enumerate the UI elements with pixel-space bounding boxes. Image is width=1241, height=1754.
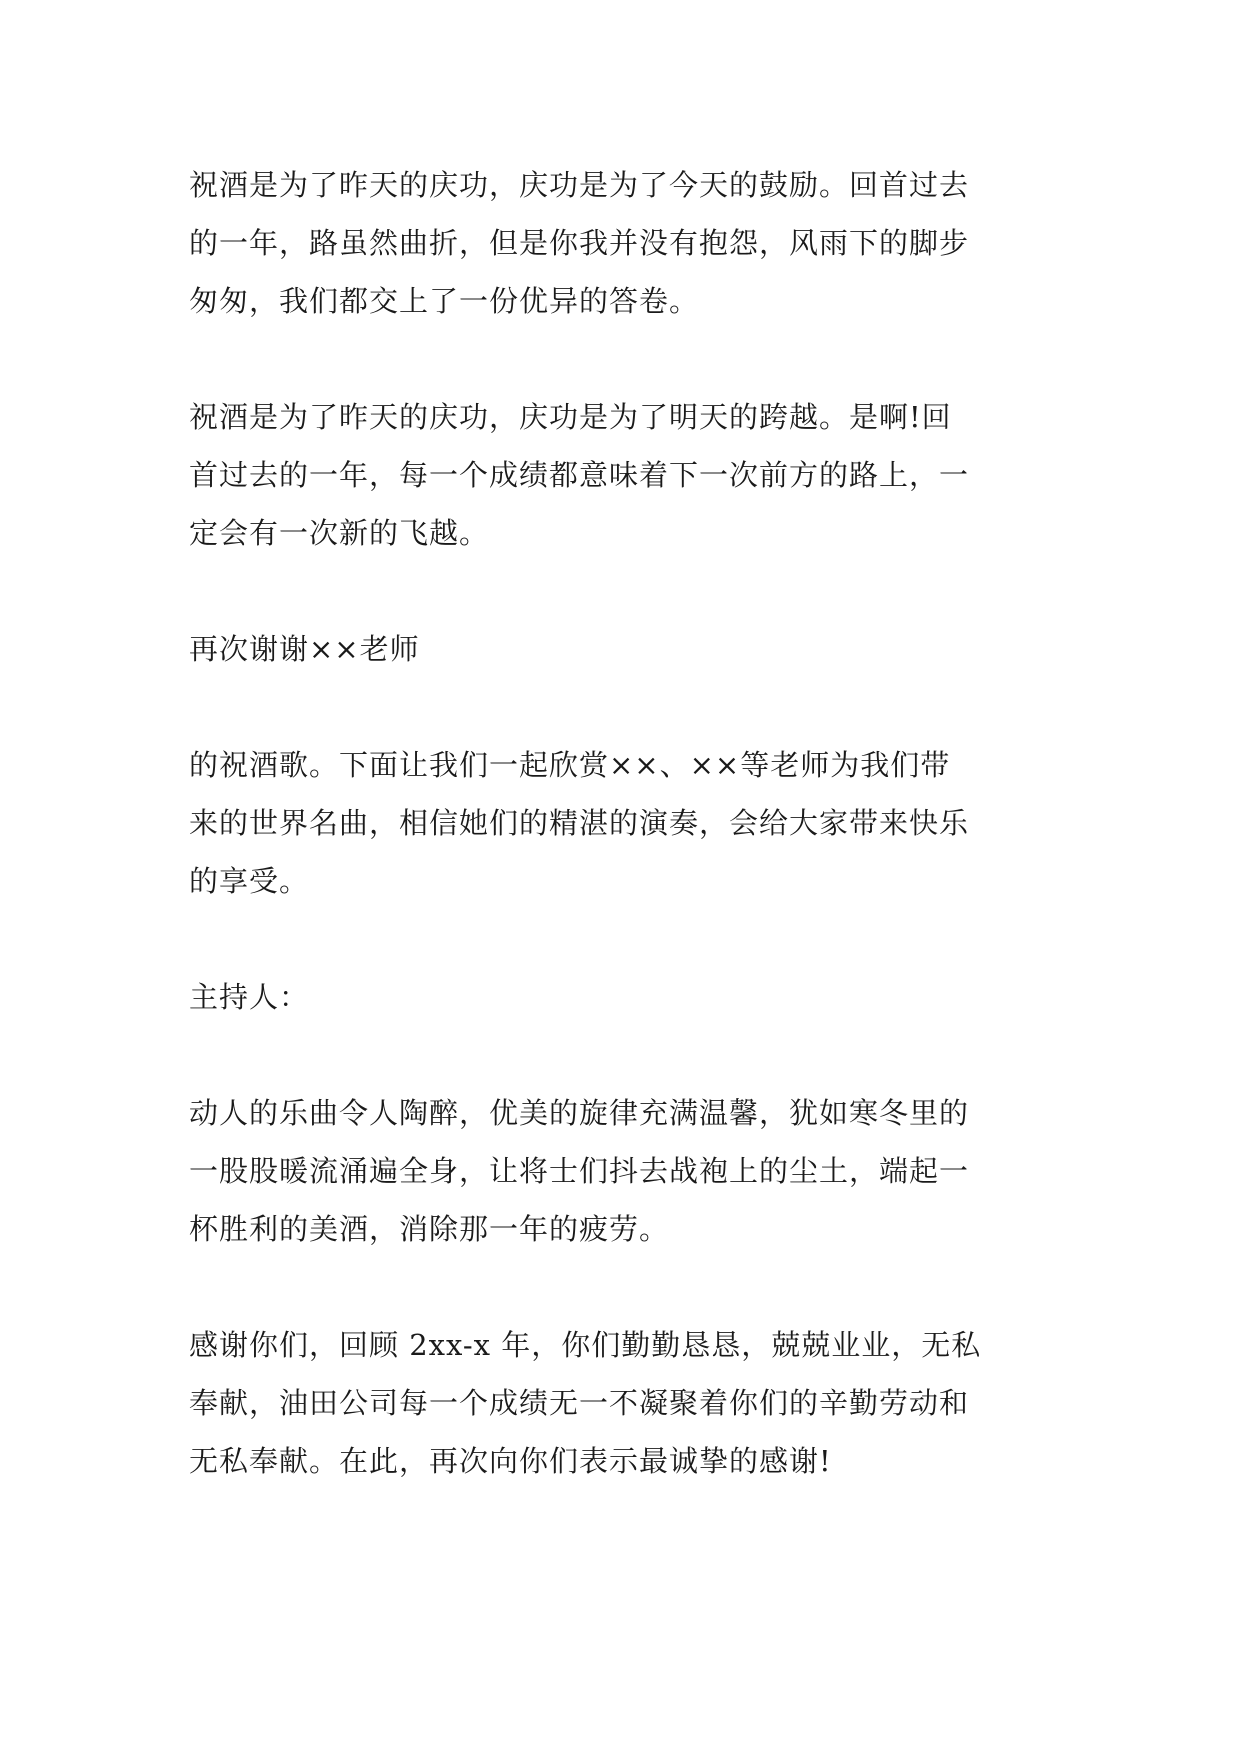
paragraph-line: 感谢你们，回顾 2xx-x 年，你们勤勤恳恳，兢兢业业，无私: [189, 1328, 982, 1362]
paragraph-line: 来的世界名曲，相信她们的精湛的演奏，会给大家带来快乐: [189, 806, 970, 840]
speaker-label-host: [189, 968, 1059, 1026]
paragraph-music-moving: [189, 1084, 1059, 1258]
paragraph-line: 奉献，油田公司每一个成绩无一不凝聚着你们的辛勤劳动和: [189, 1386, 970, 1420]
paragraph-line: 的享受。: [189, 864, 310, 898]
paragraph-toast-song-intro: [189, 736, 1059, 910]
document-body: [189, 156, 1059, 1548]
paragraph-line: 首过去的一年，每一个成绩都意味着下一次前方的路上，一: [189, 458, 970, 492]
paragraph-line: 祝酒是为了昨天的庆功，庆功是为了明天的跨越。是啊!回: [189, 400, 952, 434]
paragraph-line: 的一年，路虽然曲折，但是你我并没有抱怨，风雨下的脚步: [189, 226, 970, 260]
paragraph-toast-tomorrow-leap: [189, 388, 1059, 562]
paragraph-line: 再次谢谢××老师: [189, 632, 420, 666]
paragraph-line: 主持人：: [189, 980, 310, 1014]
paragraph-line: 无私奉献。在此，再次向你们表示最诚挚的感谢!: [189, 1444, 832, 1478]
paragraph-line: 动人的乐曲令人陶醉，优美的旋律充满温馨，犹如寒冬里的: [189, 1096, 970, 1130]
paragraph-line: 的祝酒歌。下面让我们一起欣赏××、××等老师为我们带: [189, 748, 951, 782]
paragraph-thanks-dedication: [189, 1316, 1059, 1490]
paragraph-line: 定会有一次新的飞越。: [189, 516, 490, 550]
paragraph-line: 匆匆，我们都交上了一份优异的答卷。: [189, 284, 700, 318]
paragraph-line: 一股股暖流涌遍全身，让将士们抖去战袍上的尘土，端起一: [189, 1154, 970, 1188]
paragraph-line: 杯胜利的美酒，消除那一年的疲劳。: [189, 1212, 670, 1246]
paragraph-toast-yesterday-encouragement: [189, 156, 1059, 330]
paragraph-line: 祝酒是为了昨天的庆功，庆功是为了今天的鼓励。回首过去: [189, 168, 970, 202]
paragraph-thanks-teacher: [189, 620, 1059, 678]
